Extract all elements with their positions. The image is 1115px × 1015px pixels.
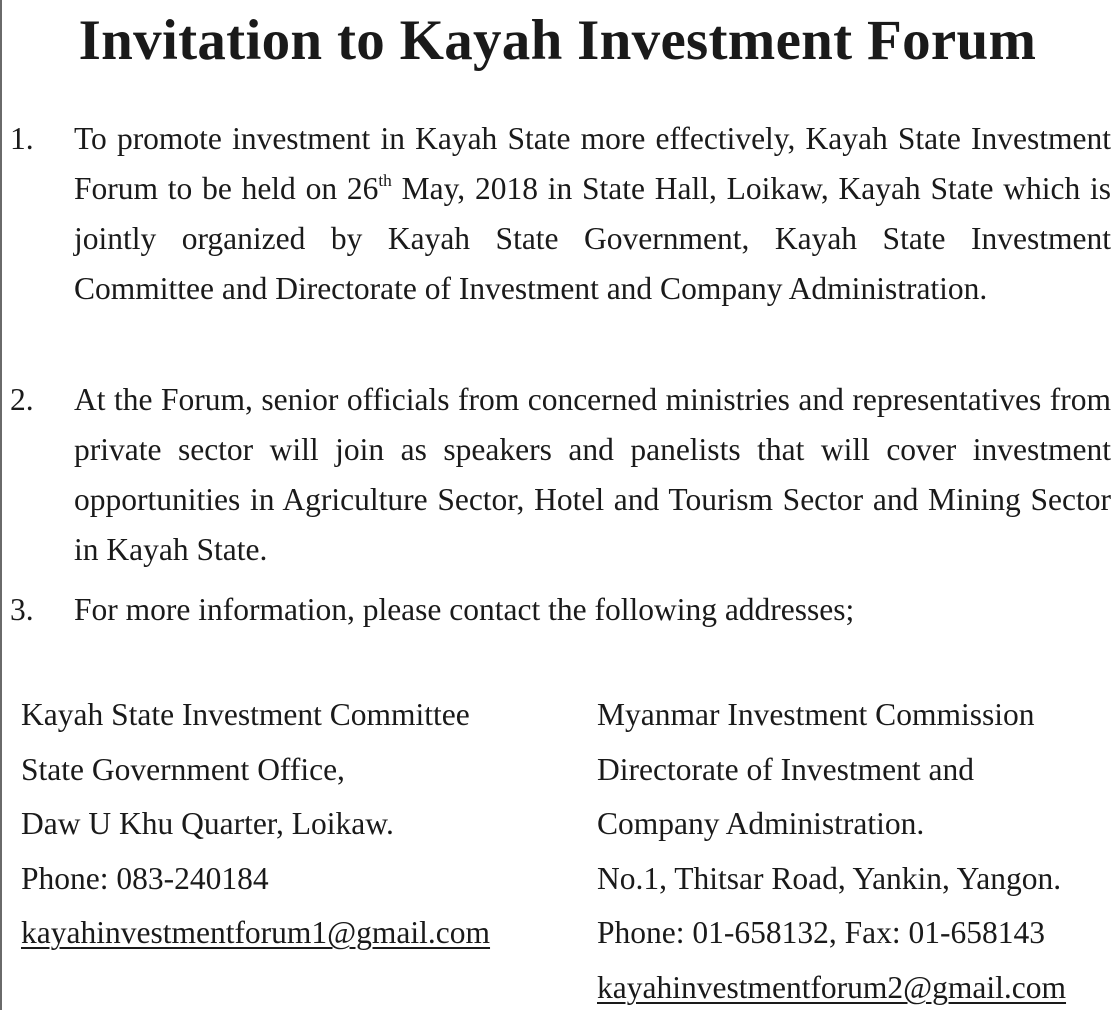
item-text-part: To promote investment in Kayah State more effectively, Kayah State Investment Forum to be held on 26 xyxy=(74,121,1111,206)
contact-phone-fax: Phone: 01-658132, Fax: 01-658143 xyxy=(597,906,1066,961)
contact-directorate: Directorate of Investment and xyxy=(597,743,1066,798)
list-item-3 xyxy=(10,585,1111,635)
contact-name: Myanmar Investment Commission xyxy=(597,688,1066,743)
contact-block-kayah xyxy=(21,688,490,961)
contact-address: Daw U Khu Quarter, Loikaw. xyxy=(21,797,490,852)
list-item-text xyxy=(74,114,1111,314)
contact-block-mic xyxy=(597,688,1066,1015)
list-item-text: For more information, please contact the following addresses; xyxy=(74,585,1111,635)
list-item-number: 1. xyxy=(10,114,34,164)
contact-email-link[interactable]: kayahinvestmentforum2@gmail.com xyxy=(597,961,1066,1015)
contact-phone: Phone: 083-240184 xyxy=(21,852,490,907)
list-item-number: 2. xyxy=(10,375,34,425)
superscript-ordinal: th xyxy=(378,171,391,190)
contact-email-link[interactable]: kayahinvestmentforum1@gmail.com xyxy=(21,906,490,961)
contact-name: Kayah State Investment Committee xyxy=(21,688,490,743)
document-title: Invitation to Kayah Investment Forum xyxy=(0,6,1115,76)
item-text-part: May, 2018 in State Hall, Loikaw, Kayah State which is jointly organized by Kayah State Government, Kayah State Investment Committee and Directorate of Investment and Company Administration. xyxy=(74,171,1111,306)
list-item-number: 3. xyxy=(10,585,34,635)
contact-address: No.1, Thitsar Road, Yankin, Yangon. xyxy=(597,852,1066,907)
list-item-2 xyxy=(10,375,1111,575)
list-item-1 xyxy=(10,114,1111,314)
left-border-rule xyxy=(0,0,2,1010)
list-item-text: At the Forum, senior officials from concerned ministries and representatives from private sector will join as speakers and panelists that will cover investment opportunities in Agriculture Sector, Hotel and Tourism Sector and Mining Sector in Kayah State. xyxy=(74,375,1111,575)
contact-directorate-cont: Company Administration. xyxy=(597,797,1066,852)
contact-office: State Government Office, xyxy=(21,743,490,798)
